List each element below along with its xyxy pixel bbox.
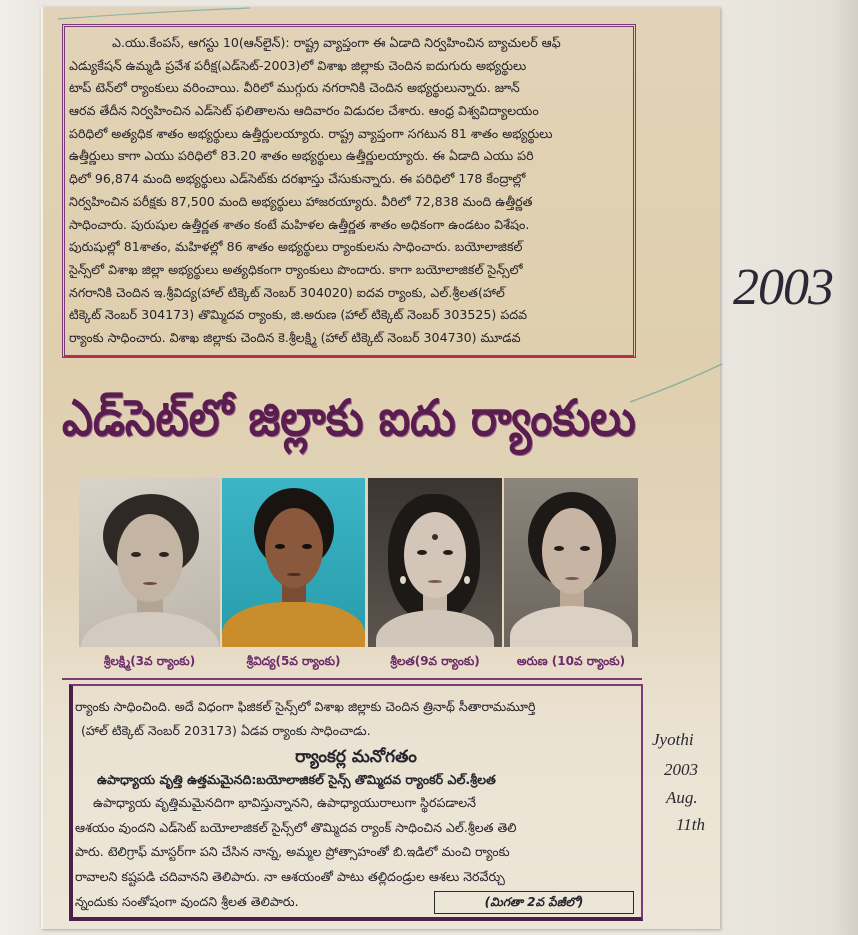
body-line-text: టాప్ టెన్‌లో ర్యాంకులు వరించాయి. వీరిలో ముగ్గురు నగరానికి చెందిన అభ్యర్థులున్నారు. జూన్ [69, 80, 520, 96]
photo-aruna [504, 478, 638, 647]
photo-caption-text: శ్రీవిద్య(5వ ర్యాంకు) [246, 654, 341, 668]
shoulders [81, 612, 219, 647]
subheading [73, 745, 639, 769]
body-line-text: ఉత్తీర్ణులు కాగా ఎయు పరిధిలో 83.20 శాతం అభ్యర్థులు ఉత్తీర్ణులయ్యారు. ఈ ఏడాది ఎయు పరి [69, 148, 534, 164]
handwritten-source-year: 2003 [664, 760, 698, 779]
body-line-text: సాధించారు. పురుషుల ఉత్తీర్ణత శాతం కంటే మహిళల ఉత్తీర్ణత శాతం అధికంగా ఉండటం విశేషం. [69, 216, 530, 232]
interview-line-text: రావాలని కష్టపడి చదివానని తెలిపారు. నా ఆశయంతో పాటు తల్లిదండ్రుల ఆశలు నెరవేర్చు [75, 869, 505, 884]
eye-left [131, 552, 141, 557]
shoulders [510, 606, 632, 647]
face [117, 514, 183, 602]
shoulders [376, 610, 494, 647]
handwritten-source-month: Aug. [666, 788, 698, 807]
continuation-line-text: ర్యాంకు సాధించింది. అదే విధంగా ఫిజికల్ సైన్స్‌లో విశాఖ జిల్లాకు చెందిన త్రినాథ్ సీతారామమూర్తి [75, 699, 536, 714]
article-body-box [62, 24, 636, 358]
photo-caption [222, 651, 365, 671]
earring-left [400, 576, 406, 584]
photo-caption [368, 651, 502, 671]
photo-srividya [222, 478, 365, 647]
body-line [69, 32, 629, 55]
article-body [69, 32, 629, 350]
body-line-text: సైన్స్‌లో విశాఖ జిల్లా అభ్యర్థులు అత్యధికంగా ర్యాంకులు పొందారు. కాగా బయోలాజికల్ సైన్స్‌లో [69, 261, 523, 277]
photo-caption-text: శ్రీలక్ష్మి(3వ ర్యాంకు) [103, 654, 196, 668]
eye-right [302, 544, 312, 549]
headline [62, 364, 636, 472]
shoulders [222, 602, 365, 647]
body-line [69, 123, 629, 146]
body-line [69, 191, 629, 214]
interview-lead-text: ఉపాధ్యాయ వృత్తి ఉత్తమమైనది:బయోలాజికల్ సైన్స్ తొమ్మిదవ ర్యాంకర్ ఎల్.శ్రీలత [97, 772, 496, 787]
section-divider [62, 678, 642, 680]
body-line-text: నిర్వహించిన పరీక్షకు 87,500 మంది అభ్యర్థులు హాజరయ్యారు. వీరిలో 72,838 మంది ఉత్తీర్ణత [69, 193, 533, 209]
handwritten-source-day: 11th [676, 815, 705, 834]
mouth [428, 580, 442, 583]
body-line [69, 168, 629, 191]
body-line-text: నగరానికి చెందిన ఇ.శ్రీవిద్య(హాల్ టిక్కెట్ నెంబర్ 304020) ఐదవ ర్యాంకు, ఎల్.శ్రీలత(హాల్ [69, 284, 505, 300]
continuation-line-text: (హాల్ టిక్కెట్ నెంబర్ 203173) ఏడవ ర్యాంకు సాధించాడు. [81, 723, 371, 738]
body-line [69, 327, 629, 350]
handwritten-year: 2003 [733, 259, 833, 316]
interview-lead [97, 769, 635, 791]
face [265, 508, 323, 588]
photo-caption-text: అరుణ (10వ ర్యాంకు) [516, 654, 626, 668]
body-line [69, 304, 629, 327]
interview-line-text: ఉపాధ్యాయ వృత్తిమమైనదిగా భావిస్తున్నానని, ఉపాధ్యాయురాలుగా స్థిరపడాలనే [93, 795, 477, 810]
body-line-text: ఎడ్యుకేషన్ ఉమ్మడి ప్రవేశ పరీక్ష(ఎడ్‌సెట్-2003)లో విశాఖ జిల్లాకు చెందిన ఐదుగురు అభ్యర్థులు [69, 57, 527, 73]
body-line [69, 259, 629, 282]
continued-on-page-note [434, 891, 634, 914]
eye-left [417, 550, 427, 555]
body-line [69, 282, 629, 305]
face [542, 508, 602, 594]
continuation-line [75, 696, 635, 718]
eye-right [443, 550, 453, 555]
body-line [69, 100, 629, 123]
eye-left [554, 546, 564, 551]
body-line-text: ఎ.యు.కేంపస్, ఆగస్టు 10(ఆన్‌లైన్): రాష్ట్ర వ్యాప్తంగా ఈ ఏడాది నిర్వహించిన బ్యాచులర్ ఆఫ్ [112, 35, 561, 50]
body-line-text: పరిధిలో అత్యధిక శాతం అభ్యర్థులు ఉత్తీర్ణులయ్యారు. రాష్ట్ర వ్యాప్తంగా సగటున 81 శాతం అభ్యర్థులు [69, 125, 553, 141]
interview-line [93, 792, 635, 814]
eye-right [580, 546, 590, 551]
headline-text: ఎడ్‌సెట్‌లో జిల్లాకు ఐదు ర్యాంకులు [62, 389, 636, 447]
photo-srilakshmi [79, 478, 220, 647]
newspaper-clipping [41, 7, 720, 929]
body-line-text: పురుషుల్లో 81శాతం, మహిళల్లో 86 శాతం అభ్యర్థులు ర్యాంకులను సాధించారు. బయోలాజికల్ [69, 239, 523, 255]
mouth [565, 577, 579, 580]
body-line-text: ఆరవ తేదీన నిర్వహించిన ఎడ్‌సెట్ ఫలితాలను ఆదివారం విడుదల చేశారు. ఆంధ్ర విశ్వవిద్యాలయం [69, 103, 539, 119]
interview-line-text: న్నందుకు సంతోషంగా వుందని శ్రీలత తెలిపారు. [75, 894, 299, 909]
tilak [432, 534, 438, 540]
handwritten-source-name: Jyothi [652, 730, 694, 749]
mouth [143, 582, 157, 585]
photo-caption [79, 651, 220, 671]
photo-caption-text: శ్రీలత(9వ ర్యాంకు) [390, 654, 480, 668]
body-line-text: ర్యాంకు సాధించారు. విశాఖ జిల్లాకు చెందిన కె.శ్రీలక్ష్మి (హాల్ టిక్కెట్ నెంబర్ 304730) మూడవ [69, 329, 521, 345]
continuation-line [81, 720, 635, 742]
photo-srilatha [368, 478, 502, 647]
interview-line [75, 866, 635, 888]
interview-line [75, 841, 635, 863]
eye-left [275, 544, 285, 549]
body-line [69, 145, 629, 168]
interview-line [75, 891, 425, 913]
mouth [287, 573, 301, 576]
face [404, 512, 466, 598]
interview-line [75, 817, 635, 839]
body-line [69, 77, 629, 100]
eye-right [159, 552, 169, 557]
subheading-text: ర్యాంకర్ల మనోగతం [295, 747, 417, 767]
interview-line-text: ఆశయం వుందని ఎడ్‌సెట్ బయోలాజికల్ సైన్స్‌లో తొమ్మిదవ ర్యాంక్ సాధించిన ఎల్.శ్రీలత తెలి [75, 820, 517, 835]
body-line [69, 236, 629, 259]
body-line [69, 55, 629, 78]
continuation-box [69, 684, 643, 921]
body-line-text: టిక్కెట్ నెంబర్ 304173) తొమ్మిదవ ర్యాంకు, జి.అరుణ (హాల్ టిక్కెట్ నెంబర్ 303525) పదవ [69, 307, 528, 323]
photo-caption [504, 651, 638, 671]
earring-right [464, 576, 470, 584]
body-line [69, 214, 629, 237]
continued-note-text: (మిగతా 2వ పేజీలో) [484, 895, 584, 909]
body-line-text: ధిలో 96,874 మంది అభ్యర్థులు ఎడ్‌సెట్‌కు దరఖాస్తు చేసుకున్నారు. ఈ పరిధిలో 178 కేంద్రాల్లో [69, 171, 526, 187]
interview-line-text: పారు. టెలిగ్రాఫ్ మాస్టర్‌గా పని చేసిన నాన్న, అమ్మల ప్రోత్సాహంతో బి.ఇడిలో మంచి ర్యాంకు [75, 844, 510, 859]
